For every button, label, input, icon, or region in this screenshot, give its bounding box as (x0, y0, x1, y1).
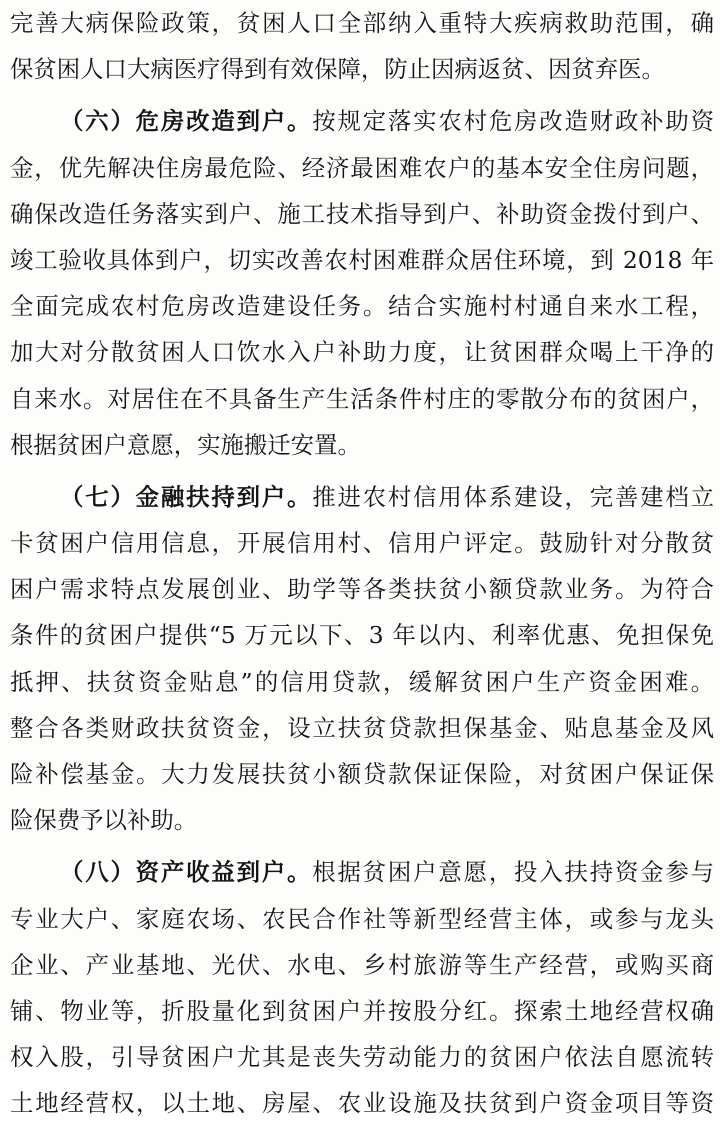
paragraph-3-line-3: 困户需求特点发展创业、助学等各类扶贫小额贷款业务。为符合 (10, 575, 714, 604)
paragraph-4-line-1-text: 根据贫困户意愿，投入扶持资金参与 (312, 858, 715, 887)
paragraph-4-line-2: 专业大户、家庭农场、农民合作社等新型经营主体，或参与龙头 (10, 904, 714, 933)
section-6-heading: （六）危房改造到户。 (60, 107, 313, 136)
paragraph-2-line-6: 加大对分散贫困人口饮水入户补助力度，让贫困群众喝上干净的 (10, 338, 714, 367)
paragraph-3-line-4: 条件的贫困户提供“5 万元以下、3 年以内、利率优惠、免担保免 (10, 621, 714, 650)
paragraph-2-line-8: 根据贫困户意愿，实施搬迁安置。 (10, 430, 361, 459)
paragraph-4-line-6: 土地经营权，以土地、房屋、农业设施及扶贫到户资金项目等资 (10, 1089, 714, 1118)
paragraph-4-line-5: 权入股，引导贫困户尤其是丧失劳动能力的贫困户依法自愿流转 (10, 1043, 714, 1072)
paragraph-2-line-2: 金，优先解决住房最危险、经济最困难农户的基本安全住房问题， (10, 153, 714, 182)
paragraph-4-line-1 (10, 849, 714, 895)
paragraph-2-line-3: 确保改造任务落实到户、施工技术指导到户、补助资金拨付到户、 (10, 199, 714, 228)
paragraph-3-line-6: 整合各类财政扶贫资金，设立扶贫贷款担保基金、贴息基金及风 (10, 713, 714, 742)
section-7-heading: （七）金融扶持到户。 (60, 482, 313, 511)
paragraph-1-line-1: 完善大病保险政策，贫困人口全部纳入重特大疾病救助范围，确 (10, 9, 714, 37)
paragraph-3-line-8: 险保费予以补助。 (10, 806, 198, 835)
paragraph-2-line-1-text: 按规定落实农村危房改造财政补助资 (312, 107, 715, 136)
paragraph-2-line-4: 竣工验收具体到户，切实改善农村困难群众居住环境，到 2018 年 (10, 245, 714, 274)
paragraph-2-line-7: 自来水。对居住在不具备生产生活条件村庄的零散分布的贫困户， (10, 384, 714, 413)
paragraph-3-line-7: 险补偿基金。大力发展扶贫小额贷款保证保险，对贫困户保证保 (10, 760, 714, 788)
paragraph-3-line-1-text: 推进农村信用体系建设，完善建档立 (312, 482, 715, 511)
paragraph-3-line-2: 卡贫困户信用信息，开展信用村、信用户评定。鼓励针对分散贫 (10, 529, 714, 558)
paragraph-4-line-3: 企业、产业基地、光伏、水电、乡村旅游等生产经营，或购买商 (10, 950, 714, 979)
section-8-heading: （八）资产收益到户。 (60, 858, 313, 887)
paragraph-3-line-1 (10, 474, 714, 520)
paragraph-4-line-4: 铺、物业等，折股量化到贫困户并按股分红。探索土地经营权确 (10, 996, 714, 1025)
paragraph-2-line-1 (10, 98, 714, 144)
paragraph-3-line-5: 抵押、扶贫资金贴息”的信用贷款，缓解贫困户生产资金困难。 (10, 667, 714, 696)
paragraph-2-line-5: 全面完成农村危房改造建设任务。结合实施村村通自来水工程， (10, 292, 714, 321)
paragraph-1-line-2: 保贫困人口大病医疗得到有效保障，防止因病返贫、因贫弃医。 (10, 55, 665, 84)
document-body (10, 0, 714, 1127)
